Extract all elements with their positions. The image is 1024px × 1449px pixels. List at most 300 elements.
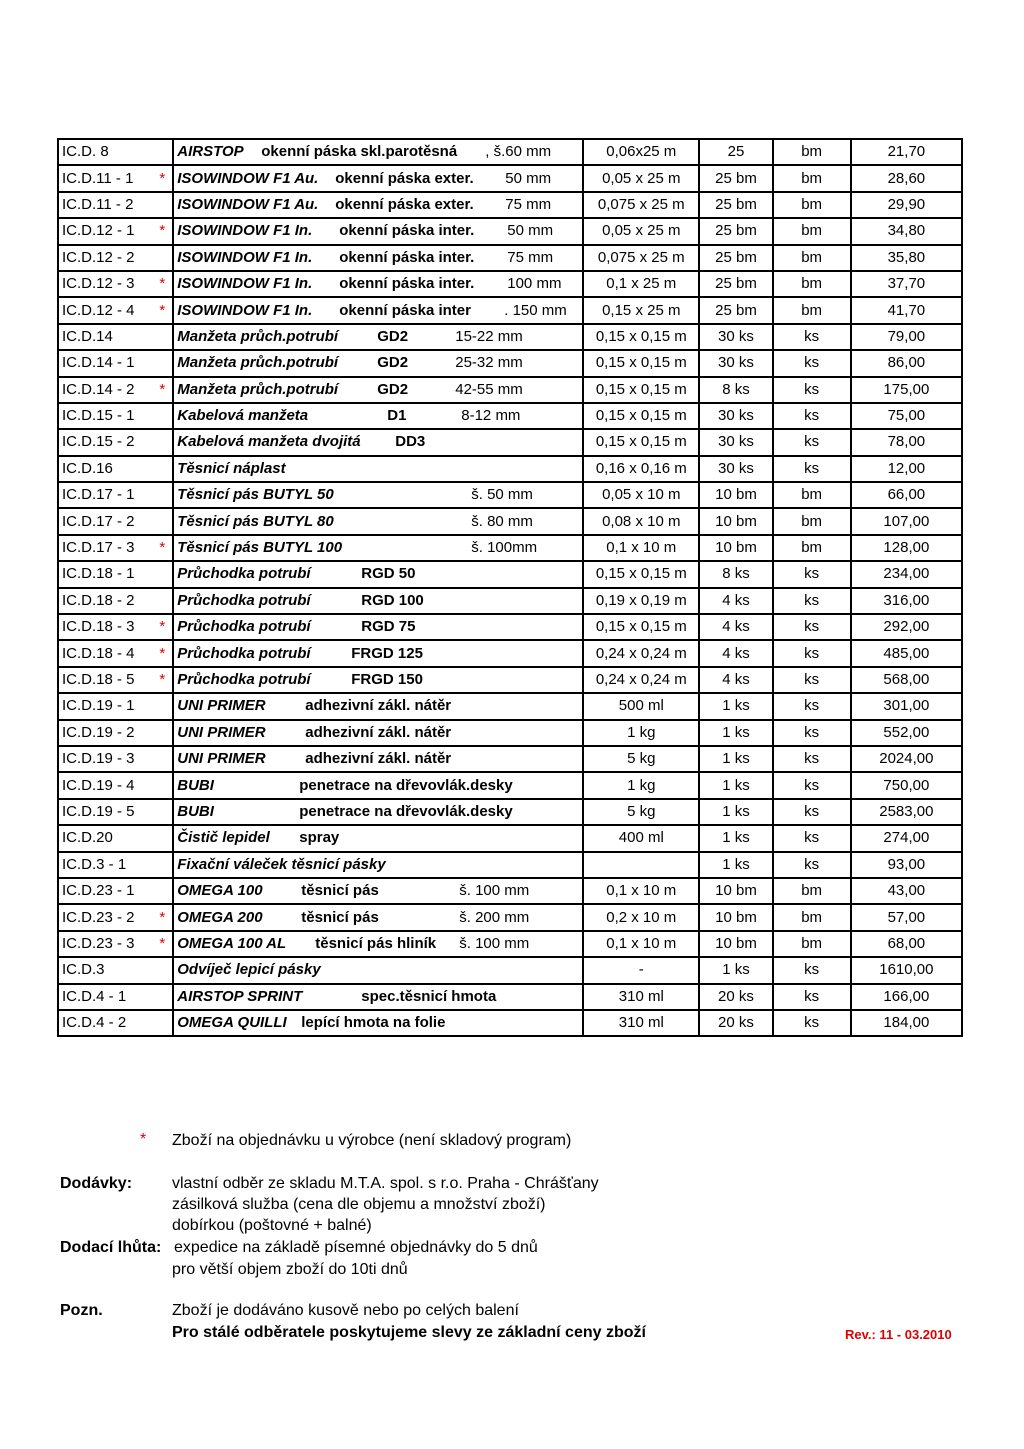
unit: ks [804, 1014, 820, 1032]
product-name [177, 246, 579, 270]
price: 485,00 [883, 644, 930, 662]
product-code-cell [58, 165, 173, 191]
price: 43,00 [887, 882, 926, 900]
unit-cell [773, 904, 851, 930]
table-row [58, 297, 962, 323]
product-code: IC.D.14 - 2 [62, 380, 135, 398]
unit: bm [801, 882, 823, 900]
dimensions-cell [583, 297, 699, 323]
dimensions-cell [583, 852, 699, 878]
unit: ks [804, 433, 820, 451]
package-size: 1 ks [722, 802, 750, 820]
package-size-cell [699, 508, 772, 534]
product-name [177, 325, 579, 349]
price: 21,70 [887, 143, 926, 161]
dimensions-cell [583, 984, 699, 1010]
package-size-cell [699, 614, 772, 640]
dimensions-cell [583, 139, 699, 165]
star-symbol: * [140, 1131, 147, 1148]
unit: bm [801, 195, 823, 213]
product-code: IC.D.23 - 1 [62, 882, 135, 900]
price-cell [851, 984, 962, 1010]
dimensions: 1 kg [627, 723, 656, 741]
product-size: š. 80 mm [471, 512, 533, 530]
price-cell [851, 456, 962, 482]
unit: bm [801, 301, 823, 319]
unit-cell [773, 403, 851, 429]
product-name-cell [173, 377, 583, 403]
product-code-cell [58, 852, 173, 878]
unit-cell [773, 720, 851, 746]
product-name-cell [173, 799, 583, 825]
dimensions: 0,15 x 0,15 m [595, 327, 687, 345]
product-code: IC.D.4 - 1 [62, 987, 127, 1005]
price: 79,00 [887, 327, 926, 345]
unit-cell [773, 799, 851, 825]
product-code-cell [58, 192, 173, 218]
package-size: 1 ks [722, 855, 750, 873]
unit-cell [773, 852, 851, 878]
product-name [177, 826, 579, 850]
package-size-cell [699, 245, 772, 271]
table-row [58, 640, 962, 666]
table-row [58, 192, 962, 218]
product-brand: Těsnicí pás BUTYL 50 [177, 486, 334, 504]
package-size-cell [699, 746, 772, 772]
product-name [177, 985, 579, 1009]
dimensions-cell [583, 165, 699, 191]
price-cell [851, 746, 962, 772]
unit: ks [804, 565, 820, 583]
unit: bm [801, 512, 823, 530]
package-size: 30 ks [718, 459, 754, 477]
product-model: RGD 75 [361, 618, 416, 636]
order-only-star: * [159, 275, 166, 293]
dimensions-cell [583, 957, 699, 983]
dimensions: 0,16 x 0,16 m [595, 459, 687, 477]
product-size: , š.60 mm [485, 143, 552, 161]
product-code-cell [58, 350, 173, 376]
package-size-cell [699, 931, 772, 957]
package-size: 1 ks [722, 750, 750, 768]
product-brand: Kabelová manžeta [177, 407, 309, 425]
product-name [177, 299, 579, 323]
product-name [177, 536, 579, 560]
unit-cell [773, 957, 851, 983]
unit-cell [773, 271, 851, 297]
price-cell [851, 720, 962, 746]
package-size-cell [699, 693, 772, 719]
price: 29,90 [887, 195, 926, 213]
price-cell [851, 693, 962, 719]
price: 57,00 [887, 908, 926, 926]
product-brand: ISOWINDOW F1 In. [177, 222, 313, 240]
product-brand: UNI PRIMER [177, 750, 266, 768]
product-code-cell [58, 667, 173, 693]
unit: bm [801, 275, 823, 293]
package-size: 25 bm [715, 275, 757, 293]
dimensions-cell [583, 904, 699, 930]
package-size-cell [699, 456, 772, 482]
product-name [177, 721, 579, 745]
product-code-cell [58, 1010, 173, 1036]
product-name-cell [173, 561, 583, 587]
product-code: IC.D.18 - 5 [62, 671, 135, 688]
product-description: okenní páska skl.parotěsná [261, 143, 458, 161]
product-code: IC.D.17 - 2 [62, 512, 135, 530]
price-cell [851, 931, 962, 957]
product-brand: Čistič lepidel [177, 829, 270, 847]
unit: ks [804, 407, 820, 425]
price-cell [851, 667, 962, 693]
product-code-cell [58, 746, 173, 772]
dimensions-cell [583, 561, 699, 587]
package-size-cell [699, 720, 772, 746]
order-only-star: * [159, 301, 166, 319]
price: 301,00 [883, 697, 930, 715]
table-row [58, 218, 962, 244]
dimensions-cell [583, 429, 699, 455]
unit-cell [773, 139, 851, 165]
product-name [177, 378, 579, 402]
dimensions: 500 ml [618, 697, 664, 715]
package-size: 1 ks [722, 776, 750, 794]
product-code: IC.D. 8 [62, 143, 109, 161]
order-only-star: * [159, 618, 166, 636]
order-only-star: * [159, 539, 166, 557]
package-size-cell [699, 535, 772, 561]
table-row [58, 508, 962, 534]
price-cell [851, 640, 962, 666]
dimensions: 0,08 x 10 m [602, 512, 681, 530]
dimensions: 5 kg [627, 802, 656, 820]
dimensions-cell [583, 535, 699, 561]
product-code-cell [58, 931, 173, 957]
package-size: 1 ks [722, 723, 750, 741]
table-row [58, 614, 962, 640]
dimensions-cell [583, 218, 699, 244]
dimensions-cell [583, 1010, 699, 1036]
package-size: 25 [727, 143, 745, 161]
product-name [177, 589, 579, 613]
unit-cell [773, 825, 851, 851]
product-name-cell [173, 588, 583, 614]
unit: ks [804, 961, 820, 979]
price-cell [851, 508, 962, 534]
package-size-cell [699, 324, 772, 350]
product-name [177, 958, 579, 982]
price-cell [851, 218, 962, 244]
unit-cell [773, 165, 851, 191]
price: 166,00 [883, 987, 930, 1005]
package-size: 10 bm [715, 486, 757, 504]
unit-cell [773, 245, 851, 271]
product-code-cell [58, 271, 173, 297]
product-code: IC.D.23 - 2 [62, 908, 135, 926]
table-row [58, 588, 962, 614]
package-size-cell [699, 984, 772, 1010]
unit: bm [801, 143, 823, 161]
table-row [58, 561, 962, 587]
product-code: IC.D.11 - 2 [62, 195, 134, 213]
price: 128,00 [883, 539, 930, 557]
product-code-cell [58, 984, 173, 1010]
product-code: IC.D.18 - 1 [62, 565, 135, 583]
dimensions: 0,2 x 10 m [606, 908, 677, 926]
unit-cell [773, 350, 851, 376]
product-name-cell [173, 720, 583, 746]
dimensions-cell [583, 878, 699, 904]
dimensions: 0,24 x 0,24 m [595, 671, 687, 688]
unit-cell [773, 429, 851, 455]
package-size-cell [699, 799, 772, 825]
product-description: adhezivní zákl. nátěr [305, 750, 452, 768]
package-size: 20 ks [718, 987, 754, 1005]
product-code: IC.D.12 - 4 [62, 301, 135, 319]
product-name-cell [173, 693, 583, 719]
price: 93,00 [887, 855, 926, 873]
product-code: IC.D.12 - 2 [62, 248, 135, 266]
dimensions: - [638, 961, 644, 979]
product-code-cell [58, 245, 173, 271]
product-name-cell [173, 640, 583, 666]
product-brand: UNI PRIMER [177, 697, 266, 715]
product-code-cell [58, 957, 173, 983]
dimensions-cell [583, 245, 699, 271]
order-only-star: * [159, 908, 166, 926]
price: 107,00 [883, 512, 930, 530]
dodavky-line: zásilková služba (cena dle objemu a množství zboží) [172, 1196, 546, 1213]
product-code: IC.D.11 - 1 [62, 169, 134, 187]
product-name [177, 774, 579, 798]
unit-cell [773, 377, 851, 403]
product-name [177, 1011, 579, 1035]
unit-cell [773, 984, 851, 1010]
product-name [177, 879, 579, 903]
product-description: spray [299, 829, 340, 847]
product-name [177, 219, 579, 243]
product-code-cell [58, 799, 173, 825]
package-size-cell [699, 825, 772, 851]
product-code: IC.D.19 - 4 [62, 776, 135, 794]
unit-cell [773, 693, 851, 719]
product-code-cell [58, 508, 173, 534]
product-code-cell [58, 693, 173, 719]
table-row [58, 878, 962, 904]
table-row [58, 825, 962, 851]
product-name [177, 615, 579, 639]
package-size: 25 bm [715, 248, 757, 266]
product-name-cell [173, 878, 583, 904]
product-description: okenní páska inter [339, 301, 471, 319]
product-code: IC.D.15 - 1 [62, 407, 135, 425]
product-size: 50 mm [505, 169, 552, 187]
product-code: IC.D.14 [62, 327, 113, 345]
unit: ks [804, 855, 820, 873]
product-brand: Fixační váleček těsnicí pásky [177, 855, 386, 873]
product-brand: AIRSTOP SPRINT [177, 987, 303, 1005]
dimensions: 0,15 x 0,15 m [595, 407, 687, 425]
price-cell [851, 957, 962, 983]
package-size-cell [699, 482, 772, 508]
unit: ks [804, 723, 820, 741]
package-size-cell [699, 1010, 772, 1036]
product-name-cell [173, 825, 583, 851]
product-code: IC.D.16 [62, 459, 113, 477]
package-size: 10 bm [715, 539, 757, 557]
dimensions-cell [583, 772, 699, 798]
table-row [58, 984, 962, 1010]
package-size: 10 bm [715, 882, 757, 900]
package-size-cell [699, 772, 772, 798]
price: 2024,00 [879, 750, 934, 768]
product-code-cell [58, 403, 173, 429]
price-table [57, 138, 963, 1037]
price-cell [851, 271, 962, 297]
dimensions: 0,15 x 0,15 m [595, 354, 687, 372]
table-row [58, 852, 962, 878]
dimensions-cell [583, 403, 699, 429]
product-name [177, 906, 579, 930]
product-brand: ISOWINDOW F1 In. [177, 248, 313, 266]
product-code-cell [58, 535, 173, 561]
price-cell [851, 614, 962, 640]
unit: ks [804, 802, 820, 820]
package-size-cell [699, 667, 772, 693]
product-code-cell [58, 825, 173, 851]
price: 86,00 [887, 354, 926, 372]
package-size: 20 ks [718, 1014, 754, 1032]
product-description: okenní páska exter. [335, 195, 474, 213]
product-brand: ISOWINDOW F1 In. [177, 275, 313, 293]
package-size: 30 ks [718, 354, 754, 372]
product-model: GD2 [377, 380, 409, 398]
product-size: 8-12 mm [461, 407, 521, 425]
price-cell [851, 350, 962, 376]
product-code: IC.D.3 [62, 961, 105, 979]
package-size-cell [699, 640, 772, 666]
product-code: IC.D.3 - 1 [62, 855, 127, 873]
unit-cell [773, 324, 851, 350]
price: 75,00 [887, 407, 926, 425]
product-brand: Těsnicí pás BUTYL 100 [177, 539, 343, 557]
dimensions: 0,15 x 25 m [602, 301, 681, 319]
dimensions-cell [583, 377, 699, 403]
table-row [58, 957, 962, 983]
price: 292,00 [883, 618, 930, 636]
price: 274,00 [883, 829, 930, 847]
unit: bm [801, 248, 823, 266]
product-code-cell [58, 588, 173, 614]
table-row [58, 482, 962, 508]
dimensions: 0,1 x 10 m [606, 539, 677, 557]
unit-cell [773, 456, 851, 482]
price-cell [851, 192, 962, 218]
product-model: DD3 [395, 433, 426, 451]
price: 175,00 [883, 380, 930, 398]
package-size: 25 bm [715, 169, 757, 187]
product-name-cell [173, 772, 583, 798]
product-code: IC.D.23 - 3 [62, 934, 135, 952]
product-brand: OMEGA 200 [177, 908, 263, 926]
product-brand: Kabelová manžeta dvojitá [177, 433, 361, 451]
product-size: š. 50 mm [471, 486, 533, 504]
package-size: 4 ks [722, 644, 750, 662]
price: 1610,00 [879, 961, 934, 979]
table-row [58, 324, 962, 350]
unit-cell [773, 931, 851, 957]
product-code: IC.D.18 - 4 [62, 644, 135, 662]
dimensions-cell [583, 324, 699, 350]
product-name [177, 140, 579, 164]
dimensions-cell [583, 508, 699, 534]
product-size: š. 200 mm [459, 908, 530, 926]
package-size: 10 bm [715, 512, 757, 530]
package-size-cell [699, 192, 772, 218]
price-cell [851, 297, 962, 323]
price: 184,00 [883, 1014, 930, 1032]
unit: bm [801, 222, 823, 240]
package-size: 25 bm [715, 301, 757, 319]
dimensions: 310 ml [618, 987, 664, 1005]
unit: ks [804, 644, 820, 662]
product-code-cell [58, 904, 173, 930]
unit: ks [804, 618, 820, 636]
product-code-cell [58, 640, 173, 666]
dimensions: 0,24 x 0,24 m [595, 644, 687, 662]
product-brand: BUBI [177, 776, 214, 794]
unit-cell [773, 746, 851, 772]
dodavky-line: vlastní odběr ze skladu M.T.A. spol. s r.o. Praha - Chrášťany [172, 1175, 599, 1192]
product-size: 100 mm [507, 275, 562, 293]
dimensions-cell [583, 456, 699, 482]
product-model: GD2 [377, 354, 409, 372]
table-row [58, 403, 962, 429]
product-brand: Průchodka potrubí [177, 644, 311, 662]
product-name [177, 351, 579, 375]
package-size-cell [699, 377, 772, 403]
dimensions-cell [583, 720, 699, 746]
unit-cell [773, 1010, 851, 1036]
product-brand: UNI PRIMER [177, 723, 266, 741]
product-size: . 150 mm [504, 301, 567, 319]
price: 28,60 [887, 169, 926, 187]
order-only-star: * [159, 671, 166, 688]
price-cell [851, 245, 962, 271]
price-cell [851, 403, 962, 429]
product-code: IC.D.17 - 3 [62, 539, 135, 557]
product-name-cell [173, 746, 583, 772]
product-description: adhezivní zákl. nátěr [305, 697, 452, 715]
table-row [58, 271, 962, 297]
price: 316,00 [883, 591, 930, 609]
dodavky-label: Dodávky: [60, 1175, 133, 1192]
unit: ks [804, 459, 820, 477]
product-model: FRGD 125 [351, 644, 423, 662]
product-brand: Odvíječ lepicí pásky [177, 961, 321, 979]
unit: ks [804, 987, 820, 1005]
product-code: IC.D.20 [62, 829, 113, 847]
product-size: 15-22 mm [455, 327, 523, 345]
package-size: 30 ks [718, 433, 754, 451]
price: 12,00 [887, 459, 926, 477]
dimensions-cell [583, 746, 699, 772]
product-name [177, 642, 579, 666]
table-row [58, 377, 962, 403]
price-cell [851, 1010, 962, 1036]
dimensions-cell [583, 693, 699, 719]
price-cell [851, 139, 962, 165]
